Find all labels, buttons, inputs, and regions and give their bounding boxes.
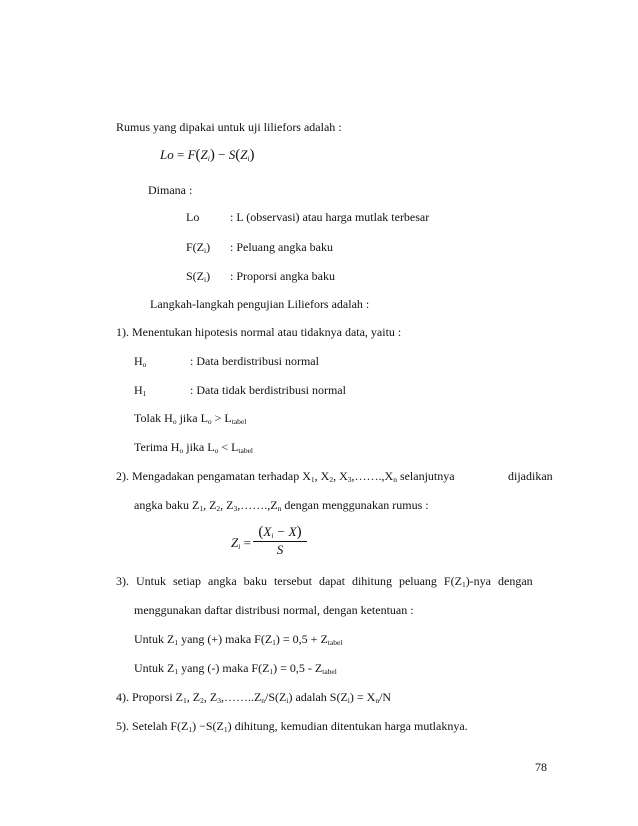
z-formula-numerator: (Xi − X) <box>258 524 302 540</box>
step5-text: 5). Setelah F(Z1) −S(Z1) dihitung, kemudian ditentukan harga mutlaknya. <box>116 719 468 734</box>
step2-right-word: dijadikan <box>508 469 553 483</box>
formula-Z1: Z <box>200 147 208 162</box>
step2-line1: 2). Mengadakan pengamatan terhadap X1, X2, X3,…….,Xn selanjutnya <box>116 469 455 484</box>
formula-eq: = <box>176 147 185 162</box>
def-desc-lo: : L (observasi) atau harga mutlak terbesar <box>230 210 430 224</box>
formula-Z2: Z <box>240 147 248 162</box>
h0-label: Ho <box>134 354 147 369</box>
step4-text: 4). Proporsi Z1, Z2, Z3,……..Zn/S(Zi) adalah S(Zi) = Xn/N <box>116 690 392 705</box>
formula-F: F <box>187 147 196 162</box>
def-term-s: S(Zi) <box>186 269 211 284</box>
formula-lhs: Lo <box>160 147 174 162</box>
z-formula-lhs: Zi = <box>231 535 251 551</box>
step2-line2: angka baku Z1, Z2, Z3,…….,Zn dengan menggunakan rumus : <box>134 498 429 513</box>
formula-i2: i <box>247 154 250 163</box>
def-term-lo: Lo <box>186 210 200 224</box>
def-desc-f: : Peluang angka baku <box>230 240 333 254</box>
dimana-label: Dimana : <box>148 183 193 197</box>
step3-rule-positive: Untuk Z1 yang (+) maka F(Z1) = 0,5 + Ztabel <box>134 632 343 647</box>
step3-line1: 3). Untuk setiap angka baku tersebut dapat dihitung peluang F(Z1)-nya dengan <box>116 574 533 589</box>
langkah-heading: Langkah-langkah pengujian Liliefors adalah : <box>150 297 370 311</box>
step3-rule-negative: Untuk Z1 yang (-) maka F(Z1) = 0,5 - Ztabel <box>134 661 337 676</box>
h1-label: H1 <box>134 383 147 398</box>
tolak-rule: Tolak Ho jika Lo > Ltabel <box>134 411 247 426</box>
formula-i1: i <box>207 154 210 163</box>
formula-S: S <box>228 147 236 162</box>
formula-minus: − <box>218 147 226 162</box>
def-desc-s: : Proporsi angka baku <box>230 269 335 283</box>
def-term-f: F(Zi) <box>186 240 211 255</box>
intro-text: Rumus yang dipakai untuk uji liliefors adalah : <box>116 120 342 134</box>
z-formula-denominator: S <box>276 542 284 557</box>
step1-text: 1). Menentukan hipotesis normal atau tidaknya data, yaitu : <box>116 325 402 339</box>
h0-desc: : Data berdistribusi normal <box>190 354 319 368</box>
main-formula: Lo = F(Zi) − S(Zi) <box>160 147 255 163</box>
terima-rule: Terima Ho jika Lo < Ltabel <box>134 440 253 455</box>
page-number: 78 <box>535 760 547 774</box>
z-formula-fraction <box>253 524 307 558</box>
h1-desc: : Data tidak berdistribusi normal <box>190 383 346 397</box>
step3-line2: menggunakan daftar distribusi normal, dengan ketentuan : <box>134 603 414 617</box>
